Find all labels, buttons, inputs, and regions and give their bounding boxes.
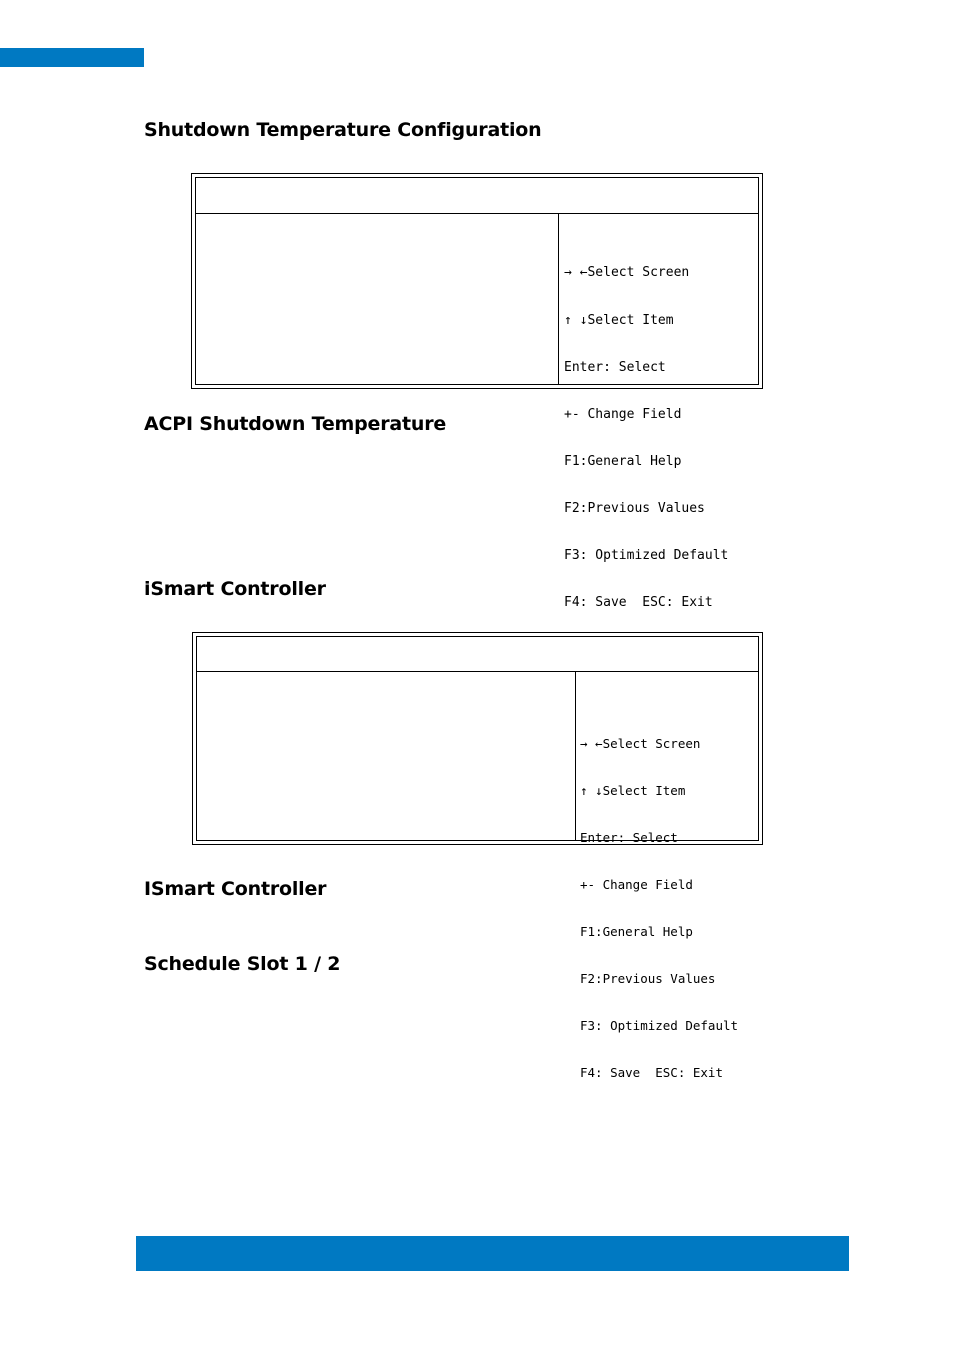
- help-select-item: ↑ ↓Select Item: [564, 313, 674, 328]
- section-heading-ismart-controller-option: ISmart Controller: [144, 878, 327, 900]
- help-save-exit: F4: Save ESC: Exit: [580, 1065, 723, 1080]
- help-enter-select: Enter: Select: [580, 830, 678, 845]
- header-accent-bar: [0, 48, 144, 67]
- section-heading-ismart-controller: iSmart Controller: [144, 578, 326, 600]
- help-optimized-default: F3: Optimized Default: [564, 548, 729, 563]
- footer-accent-bar: [136, 1236, 849, 1271]
- bios-help-panel: [575, 672, 758, 1080]
- help-select-screen: → ←Select Screen: [564, 265, 690, 280]
- help-change-field: +- Change Field: [580, 877, 693, 892]
- help-select-screen: → ←Select Screen: [580, 736, 701, 751]
- help-optimized-default: F3: Optimized Default: [580, 1018, 739, 1033]
- help-previous-values: F2:Previous Values: [580, 971, 716, 986]
- section-heading-shutdown-temperature-configuration: Shutdown Temperature Configuration: [144, 119, 542, 141]
- help-general-help: F1:General Help: [580, 924, 693, 939]
- bios-settings-panel: [197, 672, 574, 840]
- bios-help-panel: [558, 214, 758, 610]
- help-general-help: F1:General Help: [564, 454, 682, 469]
- section-heading-schedule-slot: Schedule Slot 1 / 2: [144, 953, 341, 975]
- help-previous-values: F2:Previous Values: [564, 501, 705, 516]
- bios-title-row: [196, 178, 758, 214]
- bios-settings-panel: [196, 214, 557, 384]
- bios-title-row: [197, 637, 758, 672]
- help-save-exit: F4: Save ESC: Exit: [564, 595, 713, 610]
- help-change-field: +- Change Field: [564, 407, 682, 422]
- help-enter-select: Enter: Select: [564, 360, 666, 375]
- help-select-item: ↑ ↓Select Item: [580, 783, 686, 798]
- section-heading-acpi-shutdown-temperature: ACPI Shutdown Temperature: [144, 413, 447, 435]
